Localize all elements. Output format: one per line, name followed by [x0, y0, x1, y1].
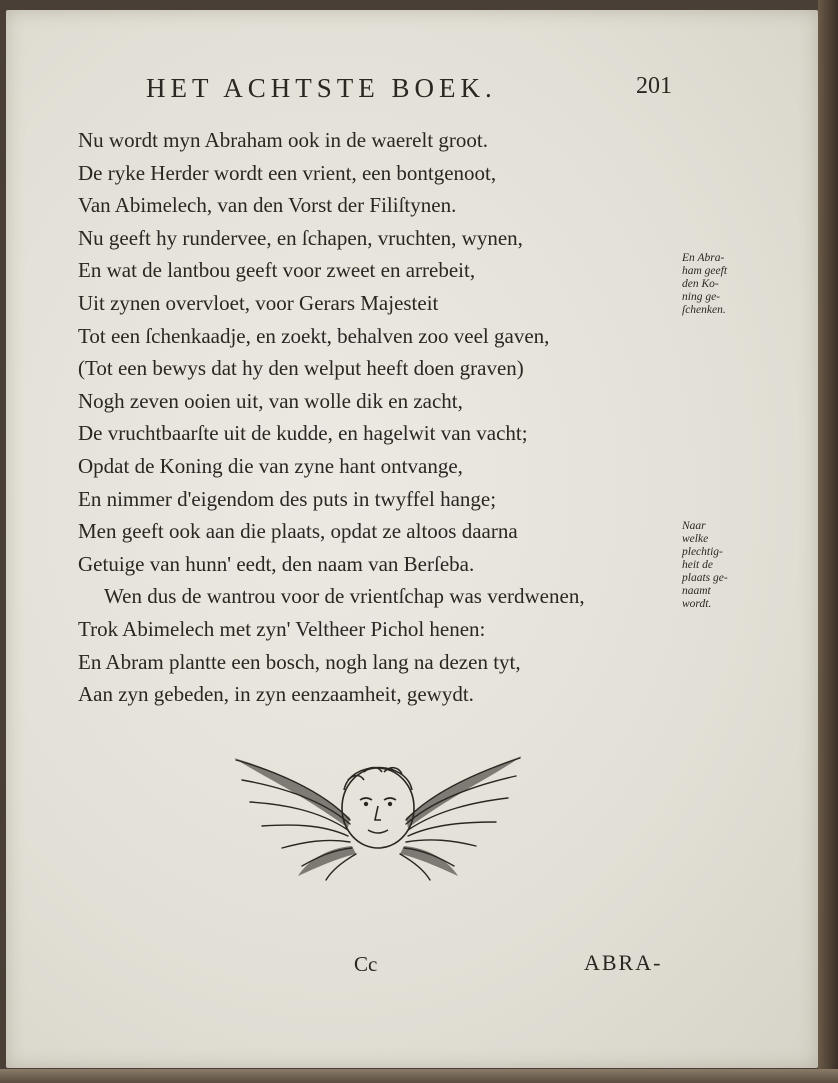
poem-line: En nimmer d'eigendom des puts in twyffel hange;	[78, 486, 497, 511]
book-page	[6, 10, 818, 1068]
margin-note-line: naamt	[682, 585, 711, 597]
margin-note-line: plaats ge-	[682, 572, 728, 584]
margin-note-line: Naar	[682, 520, 706, 532]
margin-note-gifts	[682, 252, 772, 317]
poem-text	[78, 124, 698, 711]
poem-line: Tot een ſchenkaadje, en zoekt, behalven zoo veel gaven,	[78, 323, 550, 348]
catchword: ABRA-	[584, 950, 663, 975]
poem-line: Opdat de Koning die van zyne hant ontvange,	[78, 453, 463, 478]
poem-line: En Abram plantte een bosch, nogh lang na dezen tyt,	[78, 649, 521, 674]
margin-note-line: En Abra-	[682, 252, 725, 264]
poem-line: Trok Abimelech met zyn' Veltheer Pichol henen:	[78, 616, 486, 641]
margin-note-line: wordt.	[682, 598, 712, 610]
poem-line: (Tot een bewys dat hy den welput heeft doen graven)	[78, 356, 524, 381]
signature-mark: Cc	[354, 952, 378, 976]
margin-note-line: den Ko-	[682, 278, 719, 290]
page-number: 201	[636, 73, 672, 99]
margin-note-naming	[682, 520, 772, 611]
poem-line: De ryke Herder wordt een vrient, een bontgenoot,	[78, 160, 497, 185]
margin-note-line: plechtig-	[682, 546, 723, 558]
poem-line: Aan zyn gebeden, in zyn eenzaamheit, gewydt.	[78, 682, 474, 707]
poem-line: Nu wordt myn Abraham ook in de waerelt groot.	[78, 128, 488, 152]
margin-note-line: heit de	[682, 559, 713, 571]
margin-note-line: ning ge-	[682, 291, 721, 303]
running-head: HET ACHTSTE BOEK.	[146, 73, 497, 103]
margin-note-line: welke	[682, 533, 709, 545]
margin-note-line: ſchenken.	[682, 304, 726, 316]
poem-line: Nogh zeven ooien uit, van wolle dik en zacht,	[78, 388, 463, 413]
page-bottom-edge	[0, 1069, 838, 1083]
cherub-ornament-icon	[232, 750, 524, 885]
poem-line: Getuige van hunn' eedt, den naam van Berſeba.	[78, 551, 475, 576]
margin-note-line: ham geeft	[682, 265, 728, 277]
book-spine	[818, 0, 838, 1083]
poem-line: De vruchtbaarſte uit de kudde, en hagelwit van vacht;	[78, 421, 528, 446]
poem-line: Men geeft ook aan die plaats, opdat ze altoos daarna	[78, 519, 518, 544]
poem-line: Nu geeft hy rundervee, en ſchapen, vruchten, wynen,	[78, 225, 523, 250]
poem-line: Uit zynen overvloet, voor Gerars Majesteit	[78, 290, 439, 315]
poem-line: En wat de lantbou geeft voor zweet en arrebeit,	[78, 258, 476, 283]
poem-line: Van Abimelech, van den Vorst der Filiſtynen.	[78, 193, 457, 218]
poem-line: Wen dus de wantrou voor de vrientſchap was verdwenen,	[104, 584, 585, 609]
